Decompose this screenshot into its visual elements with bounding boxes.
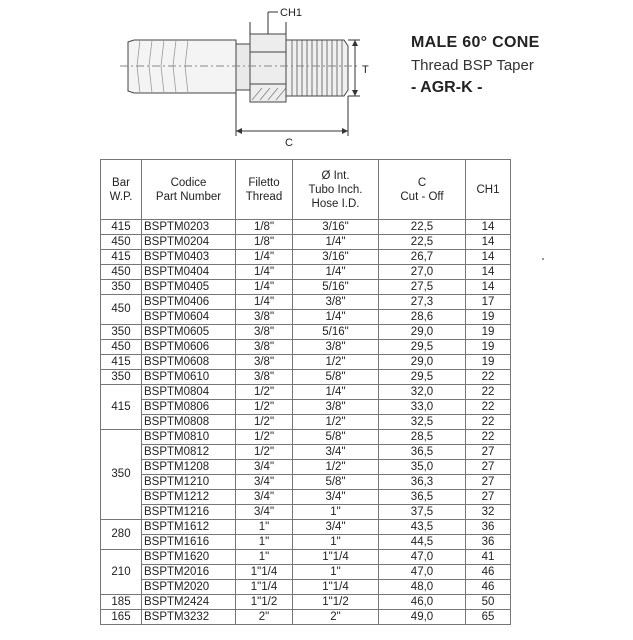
cell-thread: 3/4" xyxy=(236,475,293,490)
cell-ch1: 32 xyxy=(466,505,511,520)
cell-hose-id: 3/8" xyxy=(293,340,379,355)
cell-hose-id: 3/16" xyxy=(293,250,379,265)
cell-part-number: BSPTM0203 xyxy=(142,220,236,235)
cell-ch1: 46 xyxy=(466,565,511,580)
cell-ch1: 36 xyxy=(466,520,511,535)
cell-bar-pressure: 450 xyxy=(101,340,142,355)
cell-thread: 1" xyxy=(236,535,293,550)
cell-ch1: 27 xyxy=(466,475,511,490)
cell-cut-off: 35,0 xyxy=(379,460,466,475)
cell-cut-off: 43,5 xyxy=(379,520,466,535)
cell-hose-id: 1"1/4 xyxy=(293,580,379,595)
cell-hose-id: 1"1/4 xyxy=(293,550,379,565)
cell-cut-off: 29,0 xyxy=(379,355,466,370)
cell-ch1: 14 xyxy=(466,250,511,265)
cell-cut-off: 27,0 xyxy=(379,265,466,280)
cell-bar-pressure: 165 xyxy=(101,610,142,625)
cell-part-number: BSPTM0608 xyxy=(142,355,236,370)
cell-part-number: BSPTM0610 xyxy=(142,370,236,385)
table-row xyxy=(101,415,511,430)
cell-thread: 1/2" xyxy=(236,400,293,415)
cell-cut-off: 32,0 xyxy=(379,385,466,400)
cell-cut-off: 33,0 xyxy=(379,400,466,415)
cell-ch1: 22 xyxy=(466,400,511,415)
cell-ch1: 22 xyxy=(466,430,511,445)
cell-part-number: BSPTM0812 xyxy=(142,445,236,460)
col-header-ch1: CH1 xyxy=(466,160,511,220)
cell-hose-id: 1/2" xyxy=(293,355,379,370)
cell-thread: 3/8" xyxy=(236,355,293,370)
cell-hose-id: 3/4" xyxy=(293,445,379,460)
cell-part-number: BSPTM0606 xyxy=(142,340,236,355)
table-row xyxy=(101,310,511,325)
cell-cut-off: 28,6 xyxy=(379,310,466,325)
cell-cut-off: 28,5 xyxy=(379,430,466,445)
table-row xyxy=(101,475,511,490)
cell-part-number: BSPTM1620 xyxy=(142,550,236,565)
cell-hose-id: 1" xyxy=(293,535,379,550)
col-header-cut-off: C Cut - Off xyxy=(379,160,466,220)
col-header-bar: Bar W.P. xyxy=(101,160,142,220)
cell-hose-id: 1"1/2 xyxy=(293,595,379,610)
cell-hose-id: 1/4" xyxy=(293,235,379,250)
cell-thread: 1/8" xyxy=(236,220,293,235)
cell-part-number: BSPTM2424 xyxy=(142,595,236,610)
cell-thread: 1"1/4 xyxy=(236,565,293,580)
cell-bar-pressure: 210 xyxy=(101,550,142,595)
cell-part-number: BSPTM1210 xyxy=(142,475,236,490)
cell-part-number: BSPTM0810 xyxy=(142,430,236,445)
cell-thread: 1/2" xyxy=(236,415,293,430)
cell-thread: 1/2" xyxy=(236,445,293,460)
cell-part-number: BSPTM0605 xyxy=(142,325,236,340)
c-label: C xyxy=(285,137,293,149)
table-row xyxy=(101,400,511,415)
cell-cut-off: 36,5 xyxy=(379,490,466,505)
cell-thread: 3/8" xyxy=(236,340,293,355)
table-row xyxy=(101,325,511,340)
ferrule-body xyxy=(236,44,250,90)
table-row xyxy=(101,220,511,235)
table-row xyxy=(101,265,511,280)
col-header-hose-id: Ø Int. Tubo Inch. Hose I.D. xyxy=(293,160,379,220)
cell-hose-id: 1" xyxy=(293,565,379,580)
cell-hose-id: 3/16" xyxy=(293,220,379,235)
cell-thread: 3/4" xyxy=(236,505,293,520)
cell-ch1: 14 xyxy=(466,280,511,295)
cell-hose-id: 3/4" xyxy=(293,520,379,535)
cell-thread: 1/2" xyxy=(236,430,293,445)
cell-ch1: 22 xyxy=(466,385,511,400)
cell-ch1: 14 xyxy=(466,220,511,235)
table-row xyxy=(101,280,511,295)
cell-hose-id: 1/4" xyxy=(293,310,379,325)
cell-ch1: 46 xyxy=(466,580,511,595)
header-row xyxy=(101,160,511,220)
cell-bar-pressure: 350 xyxy=(101,280,142,295)
table-row xyxy=(101,430,511,445)
cell-bar-pressure: 350 xyxy=(101,325,142,340)
cell-hose-id: 2" xyxy=(293,610,379,625)
col-header-part-number: Codice Part Number xyxy=(142,160,236,220)
product-subtitle: Thread BSP Taper xyxy=(411,57,534,74)
cell-thread: 1/4" xyxy=(236,250,293,265)
table-body xyxy=(101,220,511,625)
cell-ch1: 41 xyxy=(466,550,511,565)
table-row xyxy=(101,385,511,400)
product-title: MALE 60° CONE xyxy=(411,34,540,51)
cell-hose-id: 3/8" xyxy=(293,400,379,415)
cell-part-number: BSPTM2016 xyxy=(142,565,236,580)
cell-part-number: BSPTM0804 xyxy=(142,385,236,400)
table-row xyxy=(101,370,511,385)
cell-thread: 1/4" xyxy=(236,265,293,280)
cell-hose-id: 5/16" xyxy=(293,325,379,340)
table-row xyxy=(101,460,511,475)
cell-cut-off: 46,0 xyxy=(379,595,466,610)
cell-cut-off: 44,5 xyxy=(379,535,466,550)
cell-bar-pressure: 450 xyxy=(101,295,142,325)
cell-cut-off: 47,0 xyxy=(379,565,466,580)
cell-hose-id: 1/2" xyxy=(293,460,379,475)
cell-ch1: 19 xyxy=(466,355,511,370)
cell-bar-pressure: 450 xyxy=(101,235,142,250)
cell-part-number: BSPTM1612 xyxy=(142,520,236,535)
cell-thread: 1/8" xyxy=(236,235,293,250)
cell-thread: 3/8" xyxy=(236,370,293,385)
cell-thread: 1/4" xyxy=(236,280,293,295)
cell-cut-off: 48,0 xyxy=(379,580,466,595)
table-row xyxy=(101,445,511,460)
cell-thread: 1/4" xyxy=(236,295,293,310)
cell-bar-pressure: 450 xyxy=(101,265,142,280)
cell-cut-off: 47,0 xyxy=(379,550,466,565)
hex-nut xyxy=(250,34,286,102)
cell-cut-off: 22,5 xyxy=(379,220,466,235)
table-row xyxy=(101,295,511,310)
cell-hose-id: 5/8" xyxy=(293,475,379,490)
cell-thread: 2" xyxy=(236,610,293,625)
cell-ch1: 65 xyxy=(466,610,511,625)
cell-part-number: BSPTM0204 xyxy=(142,235,236,250)
cell-hose-id: 3/8" xyxy=(293,295,379,310)
cell-thread: 1" xyxy=(236,520,293,535)
cell-thread: 3/8" xyxy=(236,325,293,340)
cell-cut-off: 37,5 xyxy=(379,505,466,520)
cell-bar-pressure: 415 xyxy=(101,250,142,265)
table-row xyxy=(101,550,511,565)
cell-ch1: 50 xyxy=(466,595,511,610)
t-label: T xyxy=(362,64,369,76)
cell-thread: 3/4" xyxy=(236,460,293,475)
cell-thread: 1/2" xyxy=(236,385,293,400)
cell-thread: 1"1/4 xyxy=(236,580,293,595)
cell-cut-off: 27,5 xyxy=(379,280,466,295)
cell-part-number: BSPTM0604 xyxy=(142,310,236,325)
cell-ch1: 36 xyxy=(466,535,511,550)
cell-ch1: 22 xyxy=(466,415,511,430)
cell-hose-id: 1/4" xyxy=(293,265,379,280)
cell-hose-id: 5/16" xyxy=(293,280,379,295)
table-row xyxy=(101,490,511,505)
cell-thread: 1" xyxy=(236,550,293,565)
cell-bar-pressure: 415 xyxy=(101,385,142,430)
cell-cut-off: 36,5 xyxy=(379,445,466,460)
ch1-label: CH1 xyxy=(280,7,303,19)
cell-cut-off: 29,5 xyxy=(379,340,466,355)
cell-ch1: 19 xyxy=(466,310,511,325)
cell-part-number: BSPTM0808 xyxy=(142,415,236,430)
table-row xyxy=(101,505,511,520)
cell-part-number: BSPTM0403 xyxy=(142,250,236,265)
stray-dot xyxy=(542,258,544,260)
cell-cut-off: 27,3 xyxy=(379,295,466,310)
cell-hose-id: 5/8" xyxy=(293,370,379,385)
cell-ch1: 14 xyxy=(466,265,511,280)
cell-bar-pressure: 415 xyxy=(101,220,142,235)
cell-cut-off: 26,7 xyxy=(379,250,466,265)
cell-ch1: 27 xyxy=(466,490,511,505)
col-header-thread: Filetto Thread xyxy=(236,160,293,220)
table-row xyxy=(101,595,511,610)
table-row xyxy=(101,535,511,550)
cell-cut-off: 32,5 xyxy=(379,415,466,430)
cell-bar-pressure: 350 xyxy=(101,370,142,385)
table-row xyxy=(101,520,511,535)
product-code-series: - AGR-K - xyxy=(411,79,483,96)
cell-ch1: 27 xyxy=(466,445,511,460)
cell-part-number: BSPTM3232 xyxy=(142,610,236,625)
cell-part-number: BSPTM0404 xyxy=(142,265,236,280)
cell-part-number: BSPTM2020 xyxy=(142,580,236,595)
cell-hose-id: 1/4" xyxy=(293,385,379,400)
cell-part-number: BSPTM0406 xyxy=(142,295,236,310)
cell-part-number: BSPTM0405 xyxy=(142,280,236,295)
table-row xyxy=(101,250,511,265)
table-row xyxy=(101,355,511,370)
cell-ch1: 14 xyxy=(466,235,511,250)
cell-part-number: BSPTM1208 xyxy=(142,460,236,475)
title-block xyxy=(411,34,540,97)
cell-thread: 1"1/2 xyxy=(236,595,293,610)
cell-hose-id: 3/4" xyxy=(293,490,379,505)
cell-cut-off: 36,3 xyxy=(379,475,466,490)
cell-hose-id: 1" xyxy=(293,505,379,520)
cell-thread: 3/8" xyxy=(236,310,293,325)
cell-part-number: BSPTM1616 xyxy=(142,535,236,550)
cell-ch1: 17 xyxy=(466,295,511,310)
cell-part-number: BSPTM1212 xyxy=(142,490,236,505)
table-row xyxy=(101,565,511,580)
table-row xyxy=(101,610,511,625)
table-row xyxy=(101,340,511,355)
cell-ch1: 19 xyxy=(466,325,511,340)
cell-part-number: BSPTM0806 xyxy=(142,400,236,415)
cell-thread: 3/4" xyxy=(236,490,293,505)
cell-cut-off: 22,5 xyxy=(379,235,466,250)
cell-ch1: 22 xyxy=(466,370,511,385)
cell-bar-pressure: 185 xyxy=(101,595,142,610)
specs-table xyxy=(100,159,511,625)
cell-cut-off: 29,0 xyxy=(379,325,466,340)
cell-bar-pressure: 415 xyxy=(101,355,142,370)
cell-bar-pressure: 350 xyxy=(101,430,142,520)
table-row xyxy=(101,580,511,595)
cell-bar-pressure: 280 xyxy=(101,520,142,550)
cell-cut-off: 29,5 xyxy=(379,370,466,385)
cell-hose-id: 1/2" xyxy=(293,415,379,430)
table-row xyxy=(101,235,511,250)
cell-part-number: BSPTM1216 xyxy=(142,505,236,520)
cell-cut-off: 49,0 xyxy=(379,610,466,625)
cell-ch1: 19 xyxy=(466,340,511,355)
cell-ch1: 27 xyxy=(466,460,511,475)
cell-hose-id: 5/8" xyxy=(293,430,379,445)
